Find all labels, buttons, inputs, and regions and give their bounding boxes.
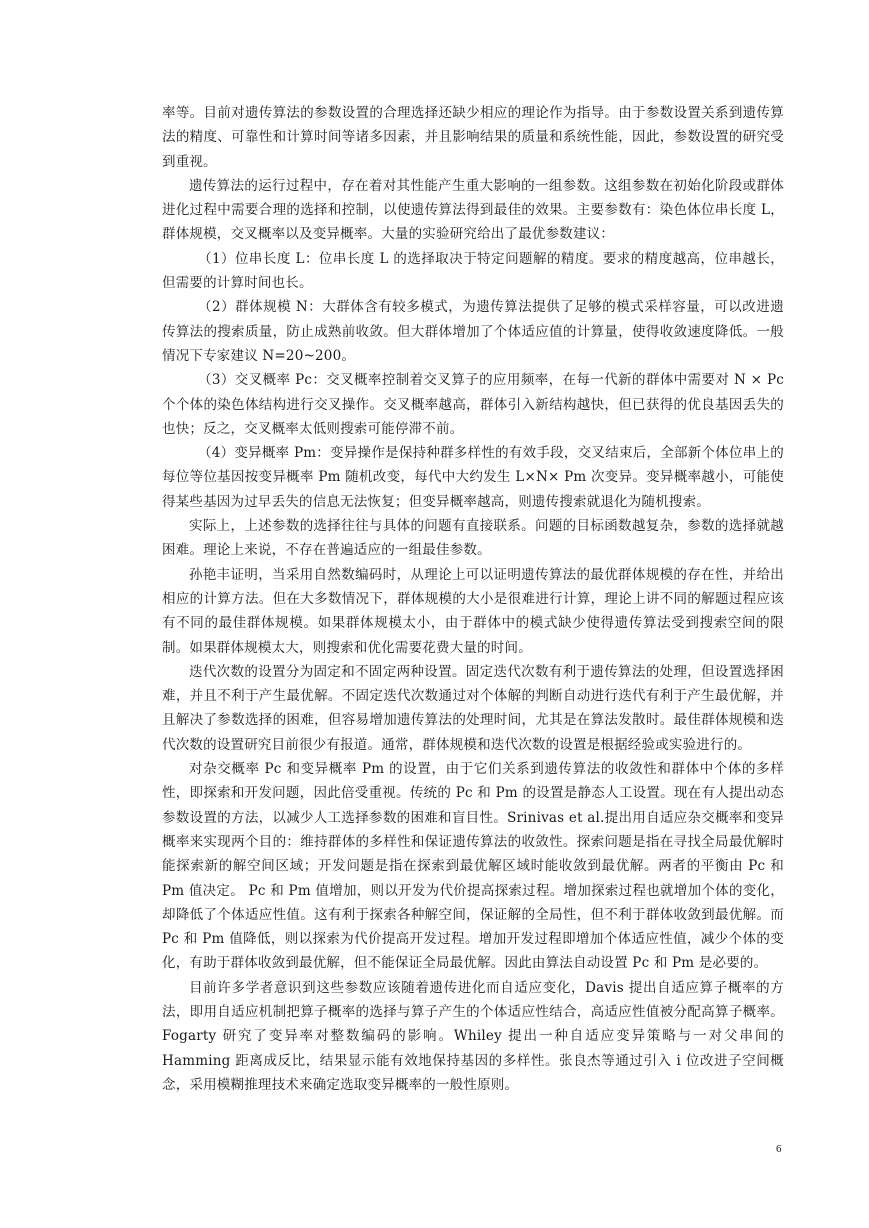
paragraph-related-research: 目前许多学者意识到这些参数应该随着遗传进化而自适应变化，Davis 提出自适应算子概率的方法，即用自适应机制把算子概率的选择与算子产生的个体适应性结合，高适应性值被分配高算子概率。Fogarty 研究了变异率对整数编码的影响。Whiley 提出一种自适应变异策略与一对父串间的 Hamming 距离成反比，结果显示能有效地保持基因的多样性。张良杰等通过引入 i 位改进子空间概念，采用模糊推理技术来确定选取变异概率的一般性原则。 [162,979,784,1093]
paragraph-crossover-probability: （3）交叉概率 Pc：交叉概率控制着交叉算子的应用频率，在每一代新的群体中需要对 N × Pc 个个体的染色体结构进行交叉操作。交叉概率越高，群体引入新结构越快，但已获得的优良基因丢失的也快；反之，交叉概率太低则搜索可能停滞不前。 [162,372,784,437]
paragraph-key-parameters: 遗传算法的运行过程中，存在着对其性能产生重大影响的一组参数。这组参数在初始化阶段或群体进化过程中需要合理的选择和控制，以使遗传算法得到最佳的效果。主要参数有：染色体位串长度 L，群体规模，交叉概率以及变异概率。大量的实验研究给出了最优参数建议： [162,177,784,243]
paragraph-parameter-dependence: 实际上，上述参数的选择往往与具体的问题有直接联系。问题的目标函数越复杂，参数的选择就越困难。理论上来说，不存在普遍适应的一组最佳参数。 [162,518,784,559]
paragraph-optimal-population: 孙艳丰证明，当采用自然数编码时，从理论上可以证明遗传算法的最优群体规模的存在性，并给出相应的计算方法。但在大多数情况下，群体规模的大小是很难进行计算，理论上讲不同的解题过程应该有不同的最佳群体规模。如果群体规模太小，由于群体中的模式缺少使得遗传算法受到搜索空间的限制。如果群体规模太大，则搜索和优化需要花费大量的时间。 [162,566,784,656]
paragraph-parameter-intro: 率等。目前对遗传算法的参数设置的合理选择还缺少相应的理论作为指导。由于参数设置关系到遗传算法的精度、可靠性和计算时间等诸多因素，并且影响结果的质量和系统性能，因此，参数设置的研究受到重视。 [162,105,784,170]
paragraph-mutation-probability: （4）变异概率 Pm：变异操作是保持种群多样性的有效手段，交叉结束后，全部新个体位串上的每位等位基因按变异概率 Pm 随机改变，每代中大约发生 L×N× Pm 次变异。变异概率越小，可能使得某些基因为过早丢失的信息无法恢复；但变异概率越高，则遗传搜索就退化为随机搜索。 [162,445,784,510]
paragraph-string-length: （1）位串长度 L：位串长度 L 的选择取决于特定问题解的精度。要求的精度越高，位串越长，但需要的计算时间也长。 [162,250,784,292]
page-number: 6 [776,1143,782,1155]
paragraph-population-size: （2）群体规模 N：大群体含有较多模式，为遗传算法提供了足够的模式采样容量，可以改进遗传算法的搜索质量，防止成熟前收敛。但大群体增加了个体适应值的计算量，使得收敛速度降低。一般情况下专家建议 N=20~200。 [162,299,784,364]
document-body [162,101,784,1097]
paragraph-adaptive-probabilities: 对杂交概率 Pc 和变异概率 Pm 的设置，由于它们关系到遗传算法的收敛性和群体中个体的多样性，即探索和开发问题，因此倍受重视。传统的 Pc 和 Pm 的设置是静态人工设置。现在有人提出动态参数设置的方法，以减少人工选择参数的困难和盲目性。Srinivas et al.提出用自适应杂交概率和变异概率来实现两个目的：维持群体的多样性和保证遗传算法的收敛性。探索问题是指在寻找全局最优解时能探索新的解空间区域；开发问题是指在探索到最优解区域时能收敛到最优解。两者的平衡由 Pc 和 Pm 值决定。 Pc 和 Pm 值增加，则以开发为代价提高探索过程。增加探索过程也就增加个体的变化，却降低了个体适应性值。这有利于探索各种解空间，保证解的全局性，但不利于群体收敛到最优解。而 Pc 和 Pm 值降低，则以探索为代价提高开发过程。增加开发过程即增加个体适应性值，减少个体的变化，有助于群体收敛到最优解，但不能保证全局最优解。因此由算法自动设置 Pc 和 Pm 是必要的。 [162,761,784,972]
paragraph-iteration-count: 迭代次数的设置分为固定和不固定两种设置。固定迭代次数有利于遗传算法的处理，但设置选择困难，并且不利于产生最优解。不固定迭代次数通过对个体解的判断自动进行迭代有利于产生最优解，并且解决了参数选择的困难，但容易增加遗传算法的处理时间，尤其是在算法发散时。最佳群体规模和迭代次数的设置研究目前很少有报道。通常，群体规模和迭代次数的设置是根据经验或实验进行的。 [162,663,784,753]
